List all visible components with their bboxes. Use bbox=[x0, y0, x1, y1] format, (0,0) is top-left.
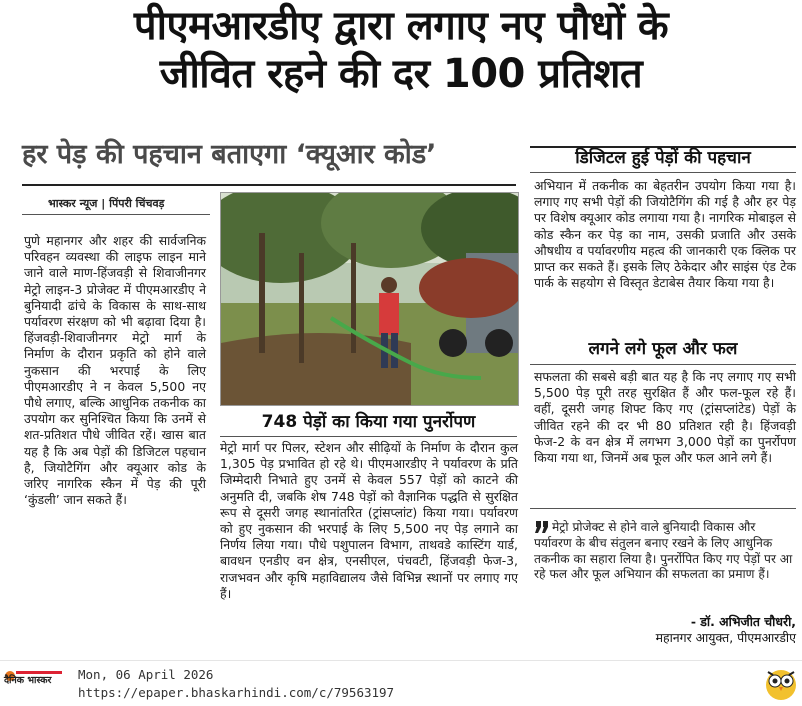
footer bbox=[0, 660, 802, 706]
headline-line-1: पीएमआरडीए द्वारा लगाए नए पौधों के bbox=[133, 3, 669, 49]
caption-divider bbox=[220, 436, 517, 437]
box2-divider bbox=[530, 364, 796, 365]
middle-column-text: मेट्रो मार्ग पर पिलर, स्टेशन और सीढ़ियों के निर्माण के दौरान कुल 1,305 पेड़ प्रभावित हो रहे थे। पीएमआरडीए ने पर्यावरण के प्रति जिम्मेदारी निभाते हुए उनमें से केवल 557 पेड़ों को काटने की अनुमति दी, जबकि शेष 748 पेड़ों को वैज्ञानिक पद्धति से सुरक्षित रूप से दूसरी जगह स्थानांतरित (ट्रांसप्लांट) किया गया। पर्यावरण को हुए नुकसान की भरपाई के लिए 5,500 नए पेड़ लगाने का निर्णय लिया गया। पौधे पशुपालन विभाग, ताथवडे कास्टिंग यार्ड, बावधन एनडीए वन क्षेत्र, एनसीएल, पंचवटी, हिंजवड़ी फेज-3, राजभवन और कृषि महाविद्यालय जैसे विभिन्न स्थानों पर लगाए गए हैं। bbox=[220, 440, 518, 601]
subheadline: हर पेड़ की पहचान बताएगा ‘क्यूआर कोड’ bbox=[22, 139, 437, 170]
news-photo bbox=[220, 192, 519, 406]
edition-date: Mon, 06 April 2026 bbox=[78, 667, 214, 682]
headline bbox=[0, 2, 802, 98]
left-column-text: पुणे महानगर और शहर की सार्वजनिक परिवहन व्यवस्था की लाइफ लाइन माने जाने वाले माण-हिंजवड़ी से शिवाजीनगर मेट्रो लाइन-3 प्रोजेक्ट में पीएमआरडीए ने बुनियादी ढांचे के विकास के साथ-साथ पर्यावरण संरक्षण को भी बढ़ावा दिया है। हिंजवड़ी-शिवाजीनगर मेट्रो मार्ग के निर्माण के दौरान प्रकृति को होने वाले नुकसान की भरपाई के लिए पीएमआरडीए ने न केवल 5,500 नए पौधे लगाए, बल्कि आधुनिक तकनीक का उपयोग कर सुनिश्चित किया कि उनमें से शत-प्रतिशत पौधे जीवित रहें। खास बात यह है कि अब पेड़ों की डिजिटल पहचान है, जियोटैगिंग और क्यूआर कोड के जरिए नागरिक स्कैन में पेड़ की पूरी ‘कुंडली’ जान सकते हैं। bbox=[24, 233, 206, 508]
quote-author: - डॉ. अभिजीत चौधरी, bbox=[690, 614, 796, 629]
box2-title: लगने लगे फूल और फल bbox=[588, 339, 738, 359]
byline: भास्कर न्यूज | पिंपरी चिंचवड़ bbox=[48, 197, 165, 210]
photo-illustration bbox=[221, 193, 518, 405]
box1-text: अभियान में तकनीक का बेहतरीन उपयोग किया गया है। लगाए गए सभी पेड़ों की जियोटैगिंग की गई है और हर पेड़ पर विशेष क्यूआर कोड लगाया गया है। नागरिक मोबाइल से कोड स्कैन कर पेड़ का नाम, उसकी प्रजाति और उसके औषधीय व पर्यावरणीय महत्व की जानकारी एक क्लिक पर प्राप्त कर सकते हैं। इसके लिए ठेकेदार और साइंस एंड टेक पार्क के सहयोग से विस्तृत डेटाबेस तैयार किया गया है। bbox=[534, 178, 796, 291]
quote-signature bbox=[560, 614, 796, 646]
subhead-divider bbox=[22, 184, 516, 186]
box1-title: डिजिटल हुई पेड़ों की पहचान bbox=[575, 148, 751, 168]
headline-line-2: जीवित रहने की दर 100 प्रतिशत bbox=[159, 51, 643, 97]
byline-divider bbox=[22, 214, 210, 215]
quote-divider bbox=[530, 508, 796, 509]
quote-text: मेट्रो प्रोजेक्ट से होने वाले बुनियादी विकास और पर्यावरण के बीच संतुलन बनाए रखने के लिए आधुनिक तकनीक का सहारा लिया है। पुनर्रोपित किए गए पेड़ों पर आ रहे फल और फूल अभियान की सफलता का प्रमाण हैं। bbox=[534, 520, 793, 582]
box2-text: सफलता की सबसे बड़ी बात यह है कि नए लगाए गए सभी 5,500 पेड़ पूरी तरह सुरक्षित हैं और फल-फूल रहे हैं। वहीं, दूसरी जगह शिफ्ट किए गए (ट्रांसप्लांटेड) पेड़ों के जीवित रहने की दर भी 80 प्रतिशत रही है। हिंजवड़ी फेज-2 के वन क्षेत्र में लगभग 3,000 पेड़ों का पुनर्रोपण किया गया था, जिनमें अब फूल और फल आने लगे हैं। bbox=[534, 369, 796, 466]
owl-mascot-icon bbox=[764, 665, 798, 701]
epaper-url[interactable]: https://epaper.bhaskarhindi.com/c/79563197 bbox=[78, 685, 395, 700]
box1-divider bbox=[530, 172, 796, 173]
logo-text: दैनिक भास्कर bbox=[4, 675, 52, 686]
quote-designation: महानगर आयुक्त, पीएमआरडीए bbox=[655, 630, 796, 645]
dainik-bhaskar-logo bbox=[4, 668, 64, 698]
photo-caption-title: 748 पेड़ों का किया गया पुनर्रोपण bbox=[261, 412, 476, 432]
